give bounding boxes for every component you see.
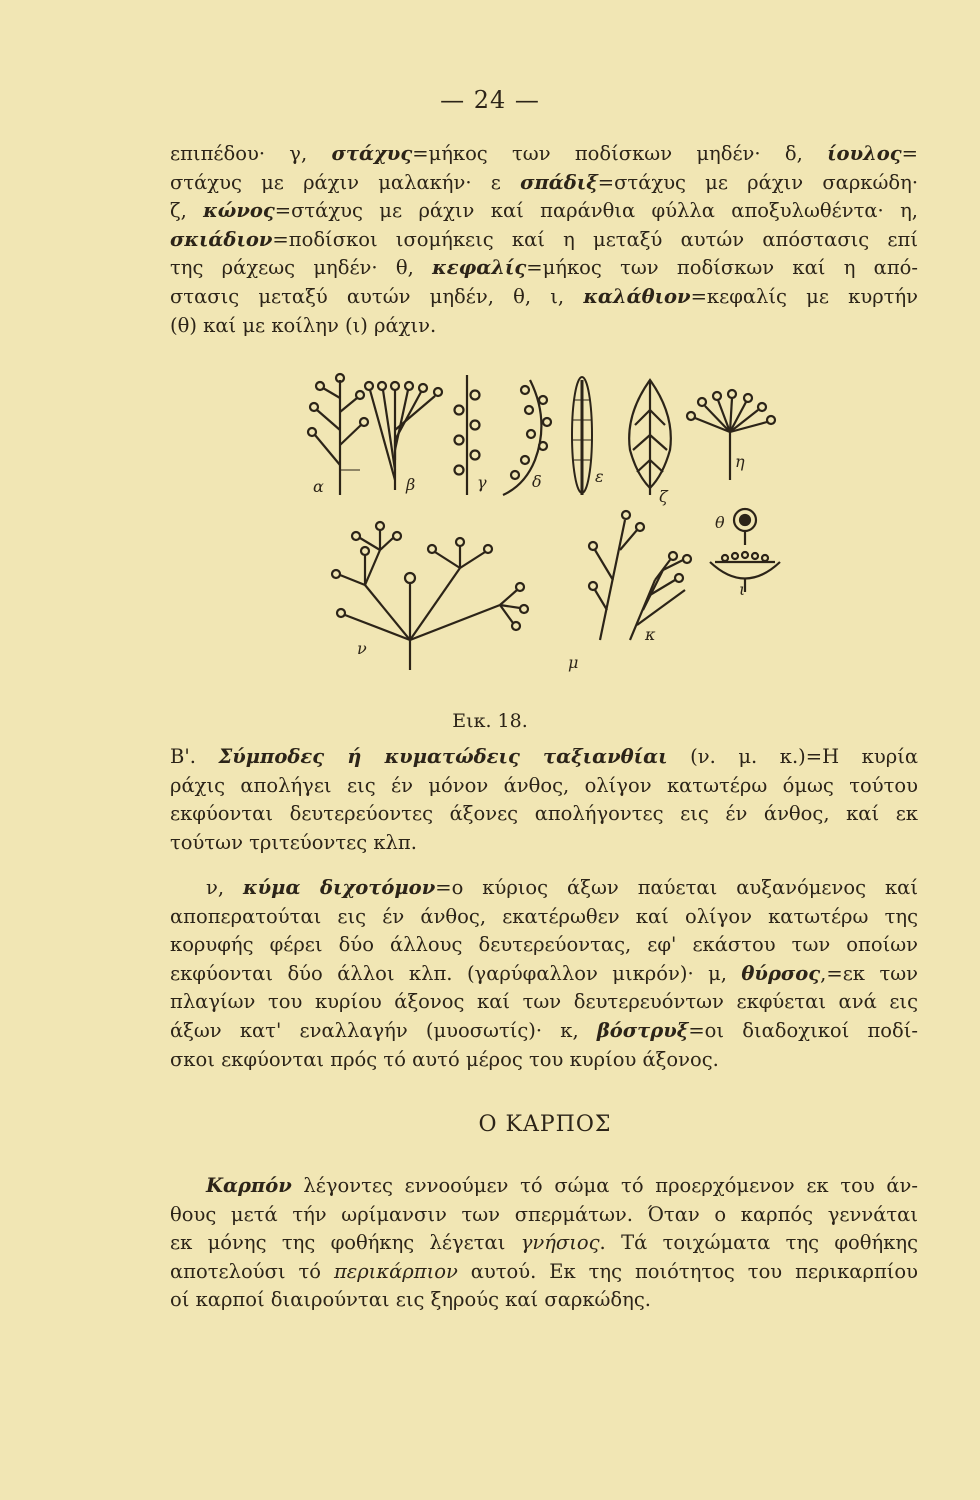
- paragraph-inflorescence-types: [170, 140, 918, 340]
- text-line: κορυφής φέρει δύο άλλους δευτερεύοντας, εφ' εκάστου των οποίων: [170, 933, 918, 957]
- text-line: στάχυς με ράχιν μαλακήν· ε σπάδιξ=στάχυς με ράχιν σαρκώδη·: [170, 170, 919, 194]
- section-heading: Ο ΚΑΡΠΟΣ: [478, 1112, 612, 1137]
- text-line: (θ) καί με κοίλην (ι) ράχιν.: [170, 313, 437, 337]
- paragraph-sympodial: [170, 743, 918, 857]
- diagram-corymb: [365, 382, 442, 490]
- diagram-thyrsus: [589, 511, 644, 640]
- text-line: Β'. Σύμποδες ή κυματώδεις ταξιανθίαι (ν. μ. κ.)=Η κυρία: [170, 745, 919, 768]
- diagram-catkin: [503, 380, 551, 495]
- text-line: εκφύονται δύο άλλοι κλπ. (γαρύφαλλον μικρόν)· μ, θύρσος,=εκ των: [170, 961, 918, 985]
- text-line: αποτελούσι τό περικάρπιον αυτού. Εκ της ποιότητος του περικαρπίου: [170, 1259, 918, 1283]
- text-line: οί καρποί διαιρούνται εις ξηρούς καί σαρκώδης.: [170, 1288, 651, 1312]
- label-e: ε: [595, 467, 604, 486]
- text-line: θους μετά τήν ωρίμανσιν των σπερμάτων. Όταν ο καρπός γεννάται: [170, 1202, 918, 1226]
- label-a: α: [313, 477, 324, 496]
- text-line: της ράχεως μηδέν· θ, κεφαλίς=μήκος των ποδίσκων καί η από-: [170, 256, 918, 280]
- label-n: ν: [357, 639, 367, 658]
- label-k: κ: [645, 625, 656, 644]
- text-line: σκιάδιον=ποδίσκοι ισομήκεις καί η μεταξύ αυτών απόστασις επί: [170, 227, 918, 251]
- text-line: τούτων τριτεύοντες κλπ.: [170, 830, 417, 854]
- text-line: εκφύονται δευτερεύοντες άξονες απολήγοντες εις έν άνθος, καί εκ: [170, 802, 918, 826]
- text-line: επιπέδου· γ, στάχυς=μήκος των ποδίσκων μηδέν· δ, ίουλος=: [170, 142, 918, 165]
- text-line: άξων κατ' εναλλαγήν (μυοσωτίς)· κ, βόστρυξ=οι διαδοχικοί ποδί-: [170, 1018, 918, 1042]
- label-h: η: [735, 452, 745, 471]
- text-line: ράχις απολήγει εις έν μόνον άνθος, ολίγον κατωτέρω όμως τούτου: [170, 773, 918, 797]
- diagram-scorpioid: [630, 552, 691, 640]
- paragraph-fruit: [170, 1172, 918, 1315]
- text-line: αποπερατούται εις έν άνθος, εκατέρωθεν καί ολίγον κατωτέρω της: [170, 904, 918, 928]
- diagram-umbel: [687, 390, 775, 480]
- label-th: θ: [715, 513, 725, 532]
- figure-caption: Εικ. 18.: [452, 710, 528, 732]
- figure-inflorescence-diagrams: [295, 370, 795, 700]
- text-line: πλαγίων του κυρίου άξονος καί των δευτερευόντων εκφύεται ανά εις: [170, 990, 918, 1014]
- label-m: μ: [568, 653, 579, 672]
- label-b: β: [406, 475, 416, 494]
- text-line: σκοι εκφύονται πρός τό αυτό μέρος του κυρίου άξονος.: [170, 1047, 719, 1071]
- diagram-cone: [629, 380, 671, 495]
- diagram-spadix: [572, 377, 592, 495]
- text-line: ζ, κώνος=στάχυς με ράχιν καί παράνθια φύλλα αποξυλωθέντα· η,: [170, 199, 918, 223]
- label-d: δ: [532, 472, 542, 491]
- label-z: ζ: [659, 487, 668, 506]
- text-line: Καρπόν λέγοντες εννοούμεν τό σώμα τό προερχόμενον εκ του άν-: [206, 1174, 918, 1197]
- text-line: ν, κύμα διχοτόμον=ο κύριος άξων παύεται αυξανόμενος καί: [206, 876, 918, 899]
- label-i: ι: [739, 580, 746, 599]
- text-line: στασις μεταξύ αυτών μηδέν, θ, ι, καλάθιον=κεφαλίς με κυρτήν: [170, 284, 918, 308]
- diagram-capitulum: [734, 509, 756, 545]
- label-g: γ: [477, 473, 487, 492]
- page-number: — 24 —: [440, 86, 540, 114]
- paragraph-cyme-types: [170, 874, 918, 1074]
- text-line: εκ μόνης της φοθήκης λέγεται γνήσιος. Τά τοιχώματα της φοθήκης: [170, 1231, 918, 1255]
- diagram-spike: [455, 375, 480, 495]
